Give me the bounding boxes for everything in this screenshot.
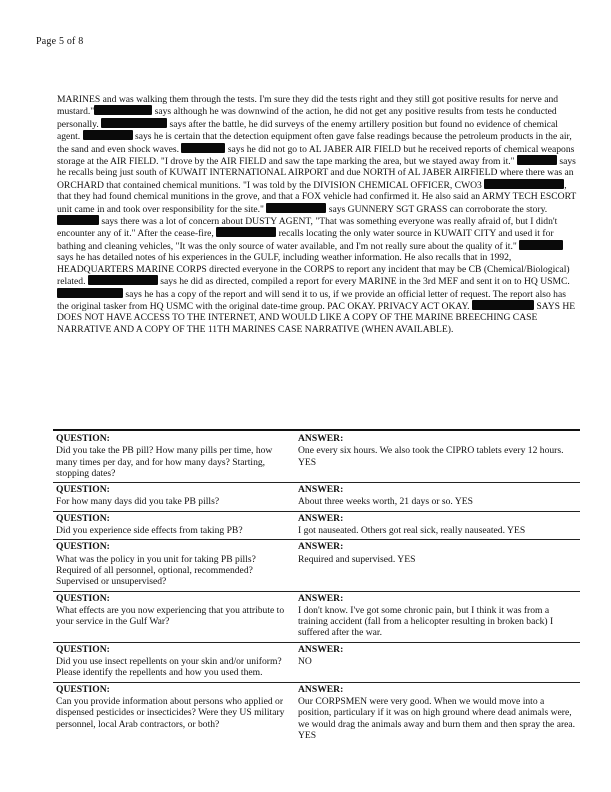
question-text: Did you experience side effects from taking PB? (56, 525, 243, 537)
narrative-text: says he is certain that the detection equipment often gave false readings because the petroleum products in the air, the sand and even shock waves. (57, 131, 572, 155)
redaction-bar (57, 288, 123, 298)
question-text: For how many days did you take PB pills? (56, 496, 220, 508)
qa-row (53, 682, 580, 744)
answer-header: ANSWER: (298, 541, 344, 553)
redaction-bar (484, 179, 564, 189)
qa-row (53, 642, 580, 682)
question-cell (53, 512, 295, 540)
narrative-text: says although he was downwind of the action, he did not get any positive results from tests he conducted personally. (57, 106, 557, 130)
narrative-text: recalls locating the only water source in KUWAIT CITY and used it for bathing and cleaning vehicles, "It was the only source of water available, and I'm not really sure about the quality of it." (57, 228, 554, 252)
narrative-text: says he did as directed, compiled a report for every MARINE in the 3rd MEF and sent it on to HQ USMC. (157, 276, 570, 288)
question-header: QUESTION: (56, 541, 110, 553)
question-header: QUESTION: (56, 592, 110, 604)
answer-cell (295, 592, 580, 642)
answer-text: One every six hours. We also took the CIPRO tablets every 12 hours. YES (298, 445, 564, 468)
question-cell (53, 643, 295, 682)
narrative-text: says there was a lot of concern about DUSTY AGENT, "That was something everyone was really afraid of, but I didn't encounter any of it." After the cease-fire, (57, 216, 558, 240)
answer-text: NO (298, 656, 312, 668)
redaction-bar (57, 215, 99, 225)
question-text: What was the policy in you unit for taking PB pills? Required of all personnel, optional, recommended? Supervised or unsupervised? (56, 553, 256, 588)
question-text: Did you take the PB pill? How many pills per time, how many times per day, and for how many days? Starting, stopping dates? (56, 445, 273, 479)
answer-text: I got nauseated. Others got real sick, really nauseated. YES (298, 525, 526, 537)
answer-header: ANSWER: (298, 592, 344, 604)
question-answer-table (53, 432, 580, 744)
qa-row (53, 432, 580, 482)
redaction-bar (101, 118, 167, 128)
qa-row (53, 591, 580, 642)
answer-cell (295, 683, 580, 744)
question-header: QUESTION: (56, 512, 110, 524)
redaction-bar (216, 227, 276, 237)
question-header: QUESTION: (56, 433, 110, 444)
question-cell (53, 432, 295, 482)
section-divider (53, 429, 580, 431)
answer-text: Our CORPSMEN were very good. When we would move into a position, particulary if it was on high ground where dead animals were, we would drag the animals away and burn them and then spray the area. YES (298, 695, 576, 741)
question-header: QUESTION: (56, 484, 110, 496)
question-cell (53, 483, 295, 511)
answer-header: ANSWER: (298, 512, 344, 524)
narrative-text: says he has a copy of the report and will send it to us, if we provide an official letter of request. The report also has the original tasker from HQ USMC with the original date-time group. PAC OKAY. PRIVACY ACT OKAY. (57, 288, 566, 312)
answer-text: I don't know. I've got some chronic pain, but I think it was from a training accident (fall from a helicopter resulting in broken back) I suffered after the war. (298, 604, 554, 639)
redaction-bar (88, 275, 158, 285)
redaction-bar (517, 155, 557, 165)
answer-header: ANSWER: (298, 433, 344, 444)
question-text: Can you provide information about persons who applied or dispensed pesticides or insecticides? Were they US military personnel, local Arab contractors, or both? (56, 695, 285, 730)
narrative-text: says GUNNERY SGT GRASS can corroborate the story. (326, 203, 548, 215)
narrative-text: says he has detailed notes of his experiences in the GULF, including weather information. He also recalls that in 1992, HEADQUARTERS MARINE CORPS directed everyone in the CORPS to report any incident that may be CB (Chemical/Biological) related. (57, 252, 570, 288)
answer-header: ANSWER: (298, 643, 344, 655)
answer-header: ANSWER: (298, 484, 344, 496)
interview-narrative (57, 94, 577, 335)
redaction-bar (266, 203, 326, 213)
redaction-bar (83, 130, 133, 140)
narrative-text: says he recalls being just south of KUWAIT INTERNATIONAL AIRPORT and due NORTH of AL JABER AIRFIELD where there was an ORCHARD that contained chemical munitions. "I was told by the DIVISION CHEMICAL OFFICER, CWO3 (57, 156, 576, 191)
answer-cell (295, 643, 580, 682)
answer-text: About three weeks worth, 21 days or so. YES (298, 496, 473, 508)
redaction-bar (181, 143, 225, 153)
redaction-bar (472, 300, 534, 310)
answer-header: ANSWER: (298, 683, 344, 695)
page-number: Page 5 of 8 (36, 36, 84, 47)
answer-text: Required and supervised. YES (298, 553, 416, 565)
qa-row (53, 539, 580, 590)
narrative-text: MARINES and was walking them through the tests. I'm sure they did the tests right and they still got positive results for nerve and mustard." (57, 94, 559, 118)
qa-row (53, 511, 580, 540)
question-cell (53, 540, 295, 590)
question-header: QUESTION: (56, 683, 110, 695)
redaction-bar (519, 240, 563, 250)
narrative-text: says after the battle, he did surveys of the enemy artillery position but found no evidence of chemical agent. (57, 118, 558, 143)
question-text: Did you use insect repellents on your skin and/or uniform? Please identify the repellents and how you used them. (56, 656, 282, 679)
redaction-bar (94, 105, 152, 115)
question-cell (53, 592, 295, 642)
answer-cell (295, 432, 580, 482)
answer-cell (295, 540, 580, 590)
narrative-text: says he did not go to AL JABER AIR FIELD but he received reports of chemical weapons storage at the AIR FIELD. "I drove by the AIR FIELD and saw the tape marking the area, but we stayed away from it." (57, 143, 575, 168)
narrative-text: SAYS HE DOES NOT HAVE ACCESS TO THE INTERNET, AND WOULD LIKE A COPY OF THE MARINE BREECHING CASE NARRATIVE AND A COPY OF THE 11TH MARINES CASE NARRATIVE (WHEN AVAILABLE). (57, 300, 576, 335)
narrative-paragraph (57, 94, 577, 335)
qa-row (53, 482, 580, 511)
answer-cell (295, 512, 580, 540)
question-cell (53, 683, 295, 744)
narrative-text: , that they had found chemical munitions in the grove, and that a FOX vehicle had confirmed it. He also said an ARMY TECH ESCORT unit came in and took over responsibility for the site." (57, 179, 577, 215)
question-header: QUESTION: (56, 643, 110, 655)
question-text: What effects are you now experiencing that you attribute to your service in the Gulf War? (56, 604, 285, 628)
answer-cell (295, 483, 580, 511)
